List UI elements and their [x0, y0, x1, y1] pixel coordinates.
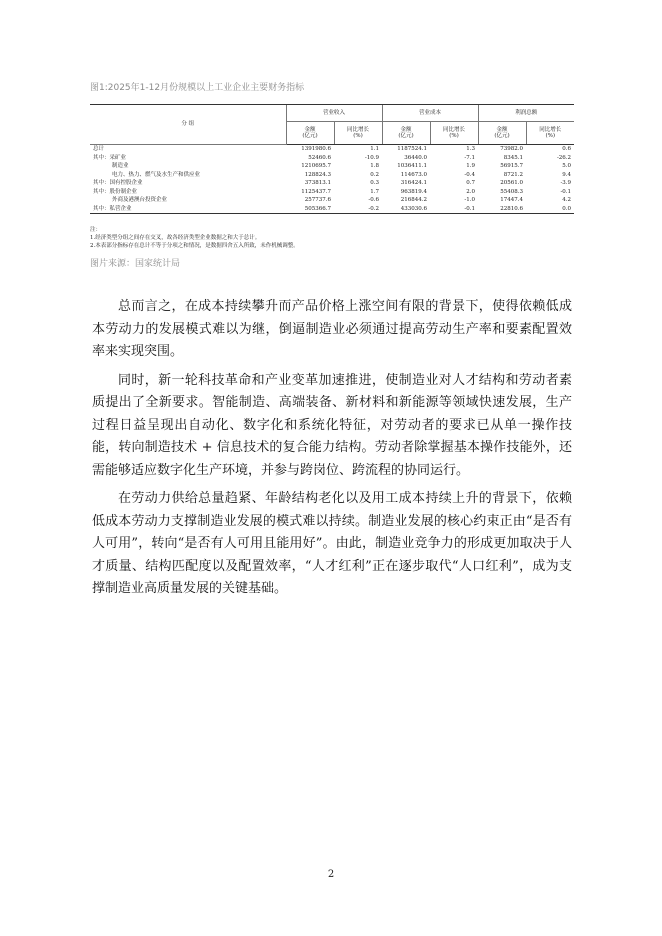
row-label: 其中：私营企业 [90, 205, 286, 214]
table-notes [90, 226, 574, 250]
table-row [90, 162, 574, 171]
cell-value: 36440.0 [404, 154, 428, 161]
figure-caption: 图1:2025年1-12月份规模以上工业企业主要财务指标 [90, 83, 305, 93]
cell-value: 17447.4 [500, 197, 524, 204]
cell-value: 9.4 [562, 171, 572, 178]
cell-value: 5.0 [562, 163, 572, 170]
table-row [90, 154, 574, 163]
cell-value: 1125437.7 [301, 188, 331, 195]
cell-value: 505366.7 [286, 205, 334, 214]
table-subheader-amount: 金额 (亿元) [478, 122, 526, 145]
cell-value: 8345.1 [503, 154, 524, 161]
table-subheader-growth: 同比增长 (%) [334, 122, 382, 145]
page-number: 2 [327, 869, 335, 880]
cell-value: 316424.1 [400, 180, 428, 187]
cell-value: 0.6 [562, 146, 572, 153]
cell-value: 1210695.7 [301, 163, 331, 170]
cell-value: 1.3 [466, 146, 476, 153]
table-header-group: 分 组 [90, 105, 286, 145]
cell-value: 52460.6 [308, 154, 331, 161]
table-row [90, 171, 574, 180]
cell-value: 22810.6 [478, 205, 526, 214]
row-label: 其中：国有控股企业 [93, 180, 143, 187]
cell-value: -0.6 [368, 197, 380, 204]
cell-value: -3.9 [560, 180, 572, 187]
cell-value: 433030.6 [382, 205, 430, 214]
table-header-revenue: 营业收入 [286, 105, 382, 122]
cell-value: 1.1 [370, 146, 380, 153]
note-line: 1.经济类型分组之间存在交叉，故各经济类型企业数据之和大于总计。 [90, 235, 261, 241]
cell-value: 56915.7 [500, 163, 524, 170]
cell-value: 257737.6 [304, 197, 331, 204]
row-label: 电力、热力、燃气及水生产和供应业 [112, 171, 201, 178]
table-subheader-amount: 金额 (亿元) [382, 122, 430, 145]
row-label: 其中：股份制企业 [93, 188, 138, 195]
row-label: 其中：采矿业 [93, 154, 127, 161]
note-line: 2.本表部分指标存在总计不等于分项之和情况，是数据四舍五入所致，未作机械调整。 [90, 243, 299, 249]
cell-value: -10.9 [364, 154, 380, 161]
figure-source: 图片来源：国家统计局 [90, 259, 181, 269]
table-row [90, 196, 574, 205]
cell-value: 216844.2 [400, 197, 428, 204]
cell-value: 20561.0 [500, 180, 524, 187]
table-subheader-amount: 金额 (亿元) [286, 122, 334, 145]
cell-value: 73982.0 [500, 146, 524, 153]
cell-value: 1036411.1 [397, 163, 428, 170]
table-row [90, 145, 574, 154]
cell-value: -0.1 [560, 188, 572, 195]
row-label: 外商及港澳台投资企业 [112, 197, 168, 204]
cell-value: 128824.3 [304, 171, 331, 178]
cell-value: 0.0 [526, 205, 574, 214]
table-row [90, 179, 574, 188]
table-subheader-growth: 同比增长 (%) [526, 122, 574, 145]
financial-indicators-table [90, 104, 574, 214]
cell-value: 1.7 [370, 188, 380, 195]
table-row [90, 205, 574, 214]
cell-value: 0.3 [370, 180, 380, 187]
cell-value: 1391980.6 [301, 146, 331, 153]
cell-value: 0.7 [466, 180, 476, 187]
cell-value: 1187524.1 [397, 146, 428, 153]
cell-value: 0.2 [370, 171, 380, 178]
cell-value: 2.0 [466, 188, 476, 195]
cell-value: -7.1 [464, 154, 476, 161]
cell-value: -0.1 [430, 205, 478, 214]
cell-value: -26.2 [556, 154, 572, 161]
cell-value: -0.2 [334, 205, 382, 214]
cell-value: 8721.2 [503, 171, 524, 178]
table-subheader-growth: 同比增长 (%) [430, 122, 478, 145]
table-row [90, 188, 574, 197]
paragraph: 在劳动力供给总量趋紧、年龄结构老化以及用工成本持续上升的背景下，依赖低成本劳动力支撑制造业发展的模式难以持续。制造业发展的核心约束正由“是否有人可用”，转向“是否有人可用且能用好”。由此，制造业竞争力的形成更加取决于人才质量、结构匹配度以及配置效率，“人才红利”正在逐步取代“人口红利”，成为支撑制造业高质量发展的关键基础。 [92, 491, 572, 596]
body-text [92, 296, 572, 607]
cell-value: -0.4 [464, 171, 476, 178]
cell-value: 114673.0 [400, 171, 428, 178]
cell-value: 1.9 [466, 163, 476, 170]
row-label: 总计 [93, 146, 105, 153]
note-line: 注： [90, 227, 102, 233]
cell-value: -1.0 [464, 197, 476, 204]
cell-value: 963819.4 [400, 188, 428, 195]
table-header-cost: 营业成本 [382, 105, 478, 122]
paragraph: 同时，新一轮科技革命和产业变革加速推进，使制造业对人才结构和劳动者素质提出了全新要求。智能制造、高端装备、新材料和新能源等领域快速发展，生产过程日益呈现出自动化、数字化和系统化特征，对劳动者的要求已从单一操作技能，转向制造技术 + 信息技术的复合能力结构。劳动者除掌握基本操作技能外，还需能够适应数字化生产环境，并参与跨岗位、跨流程的协同运行。 [92, 372, 572, 478]
paragraph: 总而言之，在成本持续攀升而产品价格上涨空间有限的背景下，使得依赖低成本劳动力的发展模式难以为继，倒逼制造业必须通过提高劳动生产率和要素配置效率来实现突围。 [92, 299, 572, 359]
cell-value: 55408.3 [500, 188, 524, 195]
cell-value: 1.8 [370, 163, 380, 170]
row-label: 制造业 [112, 163, 129, 170]
cell-value: 4.2 [562, 197, 572, 204]
table-header-profit: 利润总额 [478, 105, 574, 122]
cell-value: 373813.1 [304, 180, 331, 187]
